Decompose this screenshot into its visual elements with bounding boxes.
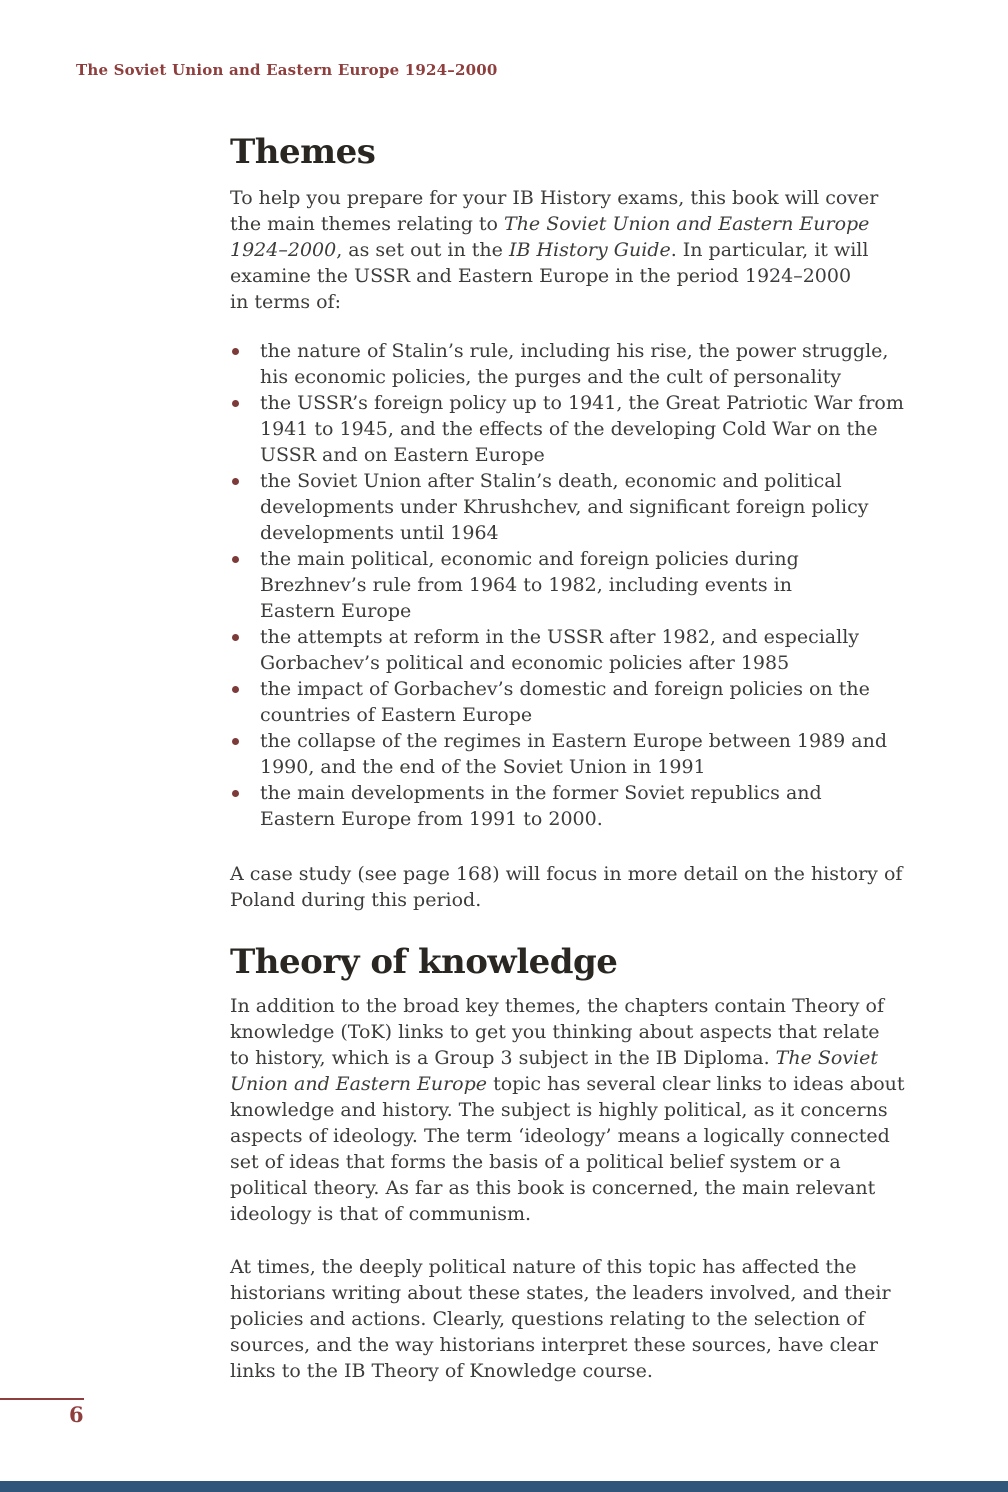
list-item: the impact of Gorbachev’s domestic and foreign policies on the countries of Eastern Europe [230,676,990,728]
bottom-edge-bar [0,1481,1008,1492]
case-study-paragraph: A case study (see page 168) will focus in more detail on the history of Poland during this period. [230,863,903,911]
tok-paragraph-2: At times, the deeply political nature of this topic has affected the historians writing about these states, the leaders involved, and their policies and actions. Clearly, questions relating to the selection of sources, and the way historians interpret these sources, have clear links to the IB Theory of Knowledge course. [230,1256,891,1382]
list-item: the attempts at reform in the USSR after 1982, and especially Gorbachev’s political and economic policies after 1985 [230,624,990,676]
page-number-rule [0,1398,84,1400]
theory-of-knowledge-heading: Theory of knowledge [230,942,618,982]
list-item: the Soviet Union after Stalin’s death, economic and political developments under Khrushchev, and significant foreign policy developments until 1964 [230,468,990,546]
page-number: 6 [69,1402,84,1427]
themes-intro-paragraph: To help you prepare for your IB History exams, this book will cover the main themes relating to The Soviet Union and Eastern Europe 1924–2000, as set out in the IB History Guide. In particular, it will examine the USSR and Eastern Europe in the period 1924–2000 in terms of: [230,187,879,313]
running-header: The Soviet Union and Eastern Europe 1924–2000 [76,61,498,79]
themes-heading: Themes [230,132,376,172]
list-item: the main developments in the former Soviet republics and Eastern Europe from 1991 to 2000. [230,780,990,832]
list-item: the main political, economic and foreign policies during Brezhnev’s rule from 1964 to 1982, including events in Eastern Europe [230,546,990,624]
list-item: the USSR’s foreign policy up to 1941, the Great Patriotic War from 1941 to 1945, and the effects of the developing Cold War on the USSR and on Eastern Europe [230,390,990,468]
list-item: the nature of Stalin’s rule, including his rise, the power struggle, his economic policies, the purges and the cult of personality [230,338,990,390]
themes-bullet-list [230,338,990,832]
tok-paragraph-1: In addition to the broad key themes, the chapters contain Theory of knowledge (ToK) links to get you thinking about aspects that relate to history, which is a Group 3 subject in the IB Diploma. The Soviet Union and Eastern Europe topic has several clear links to ideas about knowledge and history. The subject is highly political, as it concerns aspects of ideology. The term ‘ideology’ means a logically connected set of ideas that forms the basis of a political belief system or a political theory. As far as this book is concerned, the main relevant ideology is that of communism. [230,995,905,1225]
list-item: the collapse of the regimes in Eastern Europe between 1989 and 1990, and the end of the Soviet Union in 1991 [230,728,990,780]
